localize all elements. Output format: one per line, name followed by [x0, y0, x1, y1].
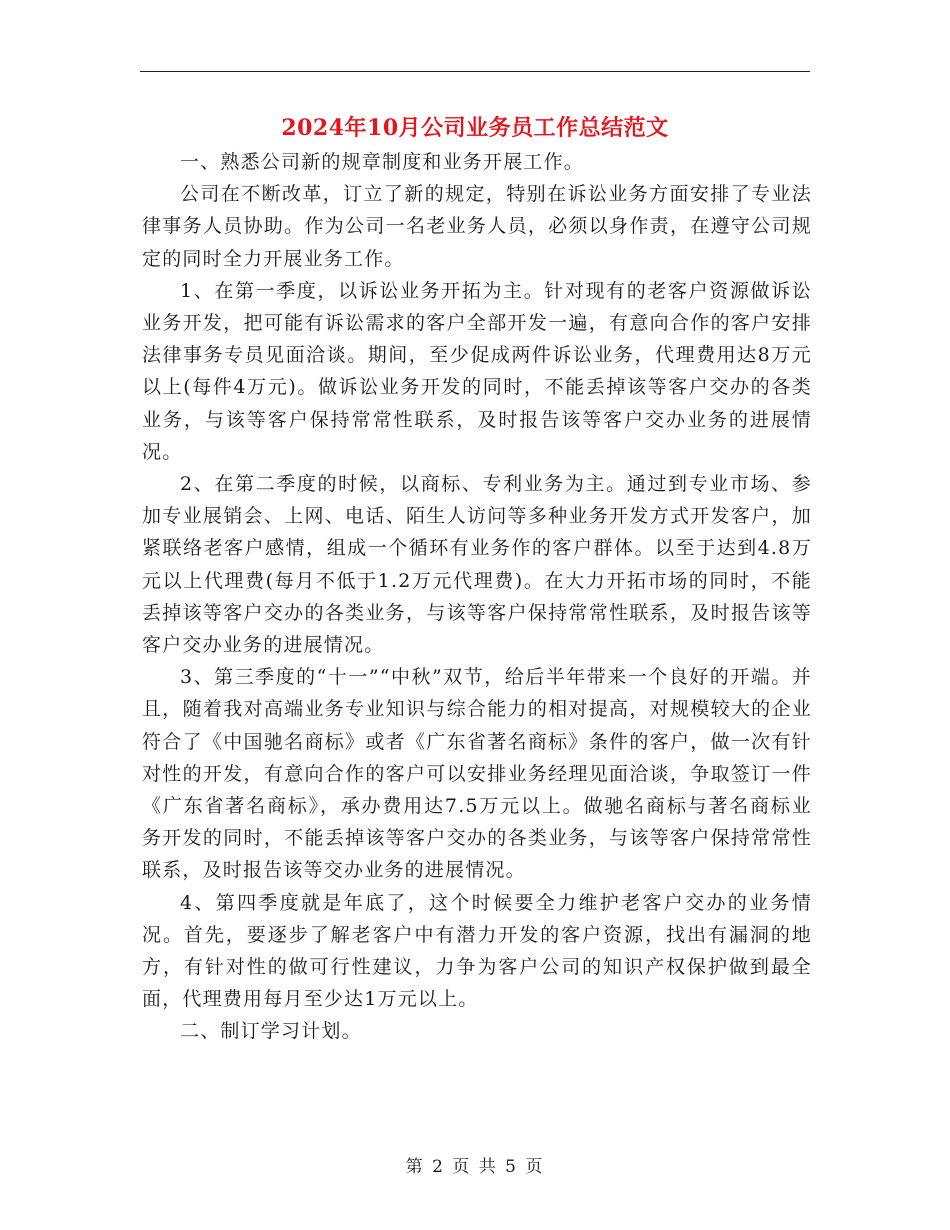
document-body — [142, 146, 812, 1048]
section-heading-1: 一、熟悉公司新的规章制度和业务开展工作。 — [180, 151, 585, 173]
document-title: 2024年10月公司业务员工作总结范文 — [281, 115, 669, 141]
body-paragraph: 公司在不断改革，订立了新的规定，特别在诉讼业务方面安排了专业法律事务人员协助。作为公司一名老业务人员，必须以身作责，在遵守公司规定的同时全力开展业务工作。 — [142, 183, 812, 270]
header-rule — [140, 71, 810, 72]
body-paragraph: 2、在第二季度的时候，以商标、专利业务为主。通过到专业市场、参加专业展销会、上网、电话、陌生人访问等多种业务开发方式开发客户，加紧联络老客户感情，组成一个循环有业务作的客户群体。以至于达到4.8万元以上代理费(每月不低于1.2万元代理费)。在大力开拓市场的同时，不能丢掉该等客户交办的各类业务，与该等客户保持常常性联系，及时报告该等客户交办业务的进展情况。 — [142, 473, 812, 657]
body-paragraph: 4、第四季度就是年底了，这个时候要全力维护老客户交办的业务情况。首先，要逐步了解老客户中有潜力开发的客户资源，找出有漏洞的地方，有针对性的做可行性建议，力争为客户公司的知识产权保护做到最全面，代理费用每月至少达1万元以上。 — [142, 891, 812, 1011]
section-heading-2: 二、制订学习计划。 — [180, 1020, 362, 1043]
body-paragraph: 3、第三季度的“十一”“中秋”双节，给后半年带来一个良好的开端。并且，随着我对高端业务专业知识与综合能力的相对提高，对规模较大的企业符合了《中国驰名商标》或者《广东省著名商标》条件的客户，做一次有针对性的开发，有意向合作的客户可以安排业务经理见面洽谈，争取签订一件《广东省著名商标》，承办费用达7.5万元以上。做驰名商标与著名商标业务开发的同时，不能丢掉该等客户交办的各类业务，与该等客户保持常常性联系，及时报告该等交办业务的进展情况。 — [142, 666, 812, 882]
page-number: 第 2 页 共 5 页 — [405, 1157, 545, 1177]
body-paragraph: 1、在第一季度，以诉讼业务开拓为主。针对现有的老客户资源做诉讼业务开发，把可能有诉讼需求的客户全部开发一遍，有意向合作的客户安排法律事务专员见面洽谈。期间，至少促成两件诉讼业务，代理费用达8万元以上(每件4万元)。做诉讼业务开发的同时，不能丢掉该等客户交办的各类业务，与该等客户保持常常性联系，及时报告该等客户交办业务的进展情况。 — [142, 279, 812, 463]
